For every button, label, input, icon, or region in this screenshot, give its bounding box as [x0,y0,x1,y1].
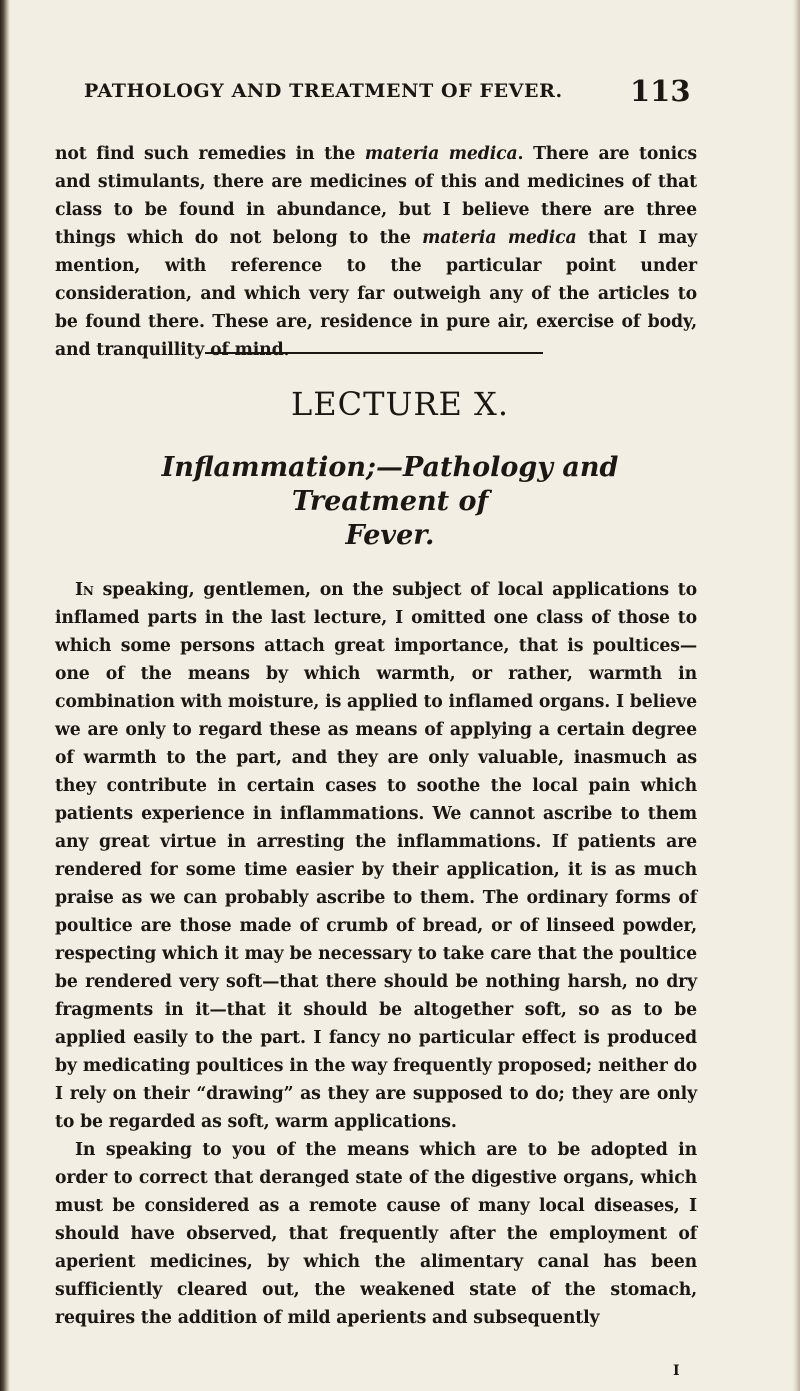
signature-mark: I [673,1363,680,1379]
lecture-heading: LECTURE X. [291,385,509,423]
page-binding-shadow [0,0,10,1391]
text-span: not find such remedies in the [55,144,365,164]
page-number: 113 [630,74,691,108]
italic-term: materia medica [422,228,577,248]
paragraph-1 [55,140,697,364]
subtitle-line: Inflammation;—Pathology and Treatment of [161,452,619,517]
paragraph-3 [55,1136,697,1332]
section-divider [205,352,543,354]
subtitle-line: Fever. [345,520,435,551]
text-span: In speaking to you of the means which are to be adopted in order to correct that deranged state of the digestive organs, which must be considered as a remote cause of many local diseases, I should have observed, that frequently after the employment of aperient medicines, by which the alimentary canal has been sufficiently cleared out, the weakened state of the stomach, requires the addition of mild aperients and subsequently [55,1140,697,1328]
text-span: that I may mention, with reference to the particular point under consideration, and which very far outweigh any of the articles to be found there. These are, residence in pure air, exercise of body, and tranquillity of mind. [55,228,698,360]
italic-term: materia medica [364,144,518,164]
lead-word: In [75,580,94,600]
lecture-subtitle [80,451,700,553]
text-span: speaking, gentlemen, on the subject of local applications to inflamed parts in the last lecture, I omitted one class of those to which some persons attach great importance, that is poultices—one of the means by which warmth, or rather, warmth in combination with moisture, is applied to inflamed organs. I believe we are only to regard these as means of applying a certain degree of warmth to the part, and they are only valuable, inasmuch as they contribute in certain cases to soothe the local pain which patients experience in inflammations. We cannot ascribe to them any great virtue in arresting the inflammations. If patients are rendered for some time easier by their application, it is as much praise as we can probably ascribe to them. The ordinary forms of poultice are those made of crumb of bread, or of linseed powder, respecting which it may be necessary to take care that the poultice be rendered very soft—that there should be nothing harsh, no dry fragments in it—that it should be altogether soft, so as to be applied easily to the part. I fancy no particular effect is produced by medicating poultices in the way frequently proposed; neither do I rely on their “drawing” as they are supposed to do; they are only to be regarded as soft, warm applications. [55,580,697,1132]
text-span: . There are tonics and stimulants, there are medicines of this and medicines of that class to be found in abundance, but I believe there are three things which do not belong to the [55,144,697,248]
paragraph-2 [55,576,697,1136]
page-edge-shadow [792,0,800,1391]
running-head: PATHOLOGY AND TREATMENT OF FEVER. [84,80,563,102]
